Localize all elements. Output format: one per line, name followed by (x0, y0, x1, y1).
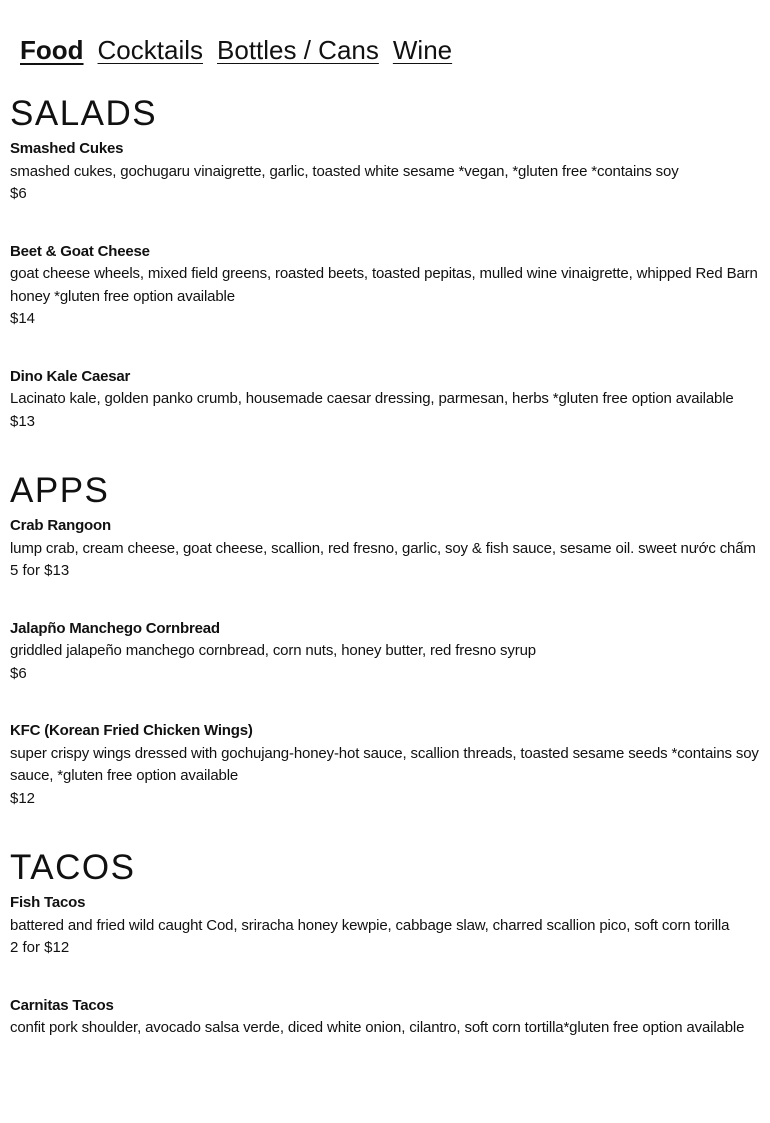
item-name: Smashed Cukes (10, 140, 124, 157)
tab-wine[interactable]: Wine (392, 35, 453, 65)
menu-item (10, 138, 762, 206)
section-salads (10, 92, 762, 433)
page-heading-clipped (265, 0, 295, 2)
item-name: Crab Rangoon (10, 517, 111, 534)
item-name: Carnitas Tacos (10, 996, 114, 1014)
menu-category-tabs (20, 30, 452, 70)
menu-item (10, 241, 762, 331)
item-name: Jalapño Manchego Cornbread (10, 619, 220, 637)
item-price: 5 for $13 (10, 562, 70, 579)
item-description: battered and fried wild caught Cod, sriracha honey kewpie, cabbage slaw, charred scallion pico, soft corn torilla (10, 916, 730, 934)
item-description: goat cheese wheels, mixed field greens, roasted beets, toasted pepitas, mulled wine vinaigrette, whipped Red Barn honey *gluten free option available (10, 265, 758, 305)
item-price: $6 (10, 664, 27, 682)
item-price: $6 (10, 185, 27, 202)
item-description: confit pork shoulder, avocado salsa verde, diced white onion, cilantro, soft corn tortilla*gluten free option available (10, 1019, 745, 1036)
item-description: smashed cukes, gochugaru vinaigrette, garlic, toasted white sesame *vegan, *gluten free *contains soy (10, 162, 679, 180)
menu-item (10, 515, 762, 583)
item-price: 2 for $12 (10, 939, 70, 956)
item-price: $13 (10, 412, 36, 430)
tab-food[interactable]: Food (20, 35, 84, 65)
item-description: super crispy wings dressed with gochujang-honey-hot sauce, scallion threads, toasted sesame seeds *contains soy sauce, *gluten free option available (10, 744, 759, 784)
item-price: $12 (10, 789, 36, 807)
section-title: APPS (10, 471, 110, 510)
menu-item (10, 892, 762, 960)
item-name: KFC (Korean Fried Chicken Wings) (10, 722, 253, 739)
item-name: Dino Kale Caesar (10, 367, 131, 385)
item-name: Fish Tacos (10, 894, 86, 911)
menu-item (10, 366, 762, 434)
section-tacos (10, 846, 762, 1040)
item-price: $14 (10, 310, 36, 327)
section-apps (10, 469, 762, 810)
section-title: TACOS (10, 848, 136, 887)
tab-bottles-cans[interactable]: Bottles / Cans (217, 35, 379, 65)
section-title: SALADS (10, 94, 158, 133)
food-menu (10, 92, 762, 1075)
item-description: Lacinato kale, golden panko crumb, housemade caesar dressing, parmesan, herbs *gluten free option available (10, 390, 734, 407)
item-description: griddled jalapeño manchego cornbread, corn nuts, honey butter, red fresno syrup (10, 642, 536, 659)
item-name: Beet & Goat Cheese (10, 242, 150, 260)
item-description: lump crab, cream cheese, goat cheese, scallion, red fresno, garlic, soy & fish sauce, sesame oil. sweet nước chấm (10, 539, 756, 557)
menu-item (10, 618, 762, 686)
tab-cocktails[interactable]: Cocktails (97, 35, 204, 65)
menu-item (10, 995, 762, 1040)
menu-item (10, 720, 762, 810)
